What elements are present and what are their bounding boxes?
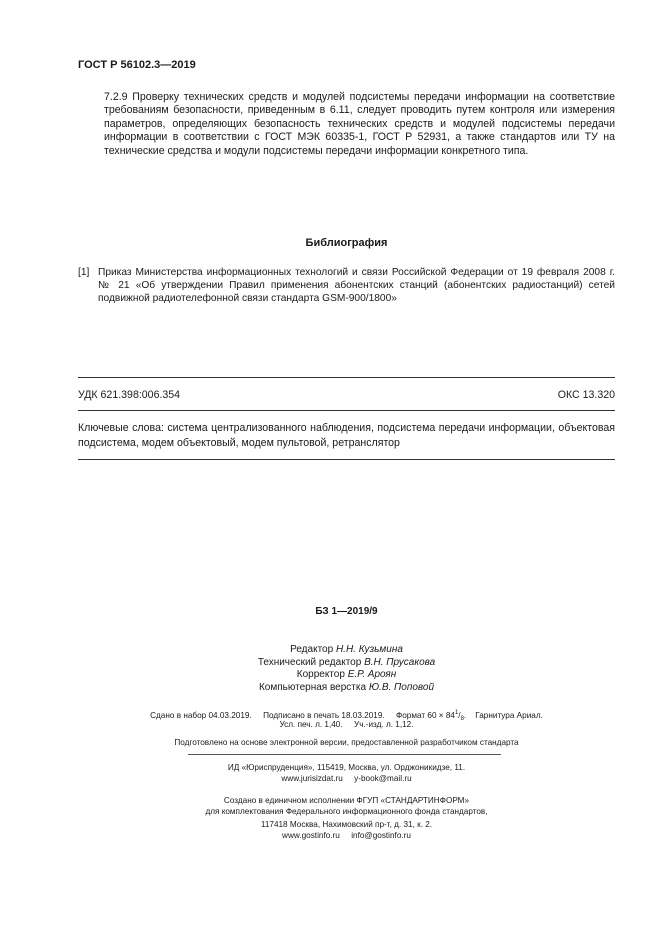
format-subscript: 8 <box>460 716 464 722</box>
bz-number: БЗ 1—2019/9 <box>315 606 378 617</box>
editor-line <box>78 669 615 682</box>
page-header-standard-number: ГОСТ Р 56102.3—2019 <box>78 59 196 71</box>
divider-middle <box>78 410 615 411</box>
publisher-line2: www.jurisizdat.ru y-book@mail.ru <box>281 774 412 783</box>
created-line4: www.gostinfo.ru info@gostinfo.ru <box>282 831 411 840</box>
editor-role: Компьютерная верстка <box>258 681 367 693</box>
divider-bottom <box>78 459 615 460</box>
bibliography-item-text: Приказ Министерства информационных технологий и связи Российской Федерации от 19 февраля 2008 г. № 21 «Об утверждении Правил применения абонентских станций (абонентских радиостанций) сетей подвижной радиотелефонной связи стандарта GSM-900/1800» <box>98 267 615 304</box>
publisher-line1: ИД «Юриспруденция», 115419, Москва, ул. Орджоникидзе, 11. <box>227 763 466 772</box>
bibliography-title: Библиография <box>305 237 388 249</box>
imprint-divider <box>188 754 501 755</box>
editor-name: Е.Р. Ароян <box>347 669 397 680</box>
divider-top <box>78 377 615 378</box>
editors-block <box>78 644 615 694</box>
editor-name: Н.Н. Кузьмина <box>335 644 403 655</box>
created-line2: для комплектования Федерального информационного фонда стандартов, <box>205 807 488 816</box>
editor-role: Корректор <box>296 669 345 680</box>
editor-line <box>78 644 615 657</box>
created-line3: 117418 Москва, Нахимовский пр-т, д. 31, к. 2. <box>260 820 433 829</box>
udk-code: УДК 621.398:006.354 <box>78 389 181 401</box>
bibliography-item-number: [1] <box>78 267 90 278</box>
format-superscript: 1 <box>454 710 459 716</box>
editor-name: В.Н. Прусакова <box>364 656 436 668</box>
editor-name: Ю.В. Поповой <box>368 681 435 693</box>
created-line1: Создано в единичном исполнении ФГУП «СТАНДАРТИНФОРМ» <box>223 796 470 805</box>
editor-line <box>78 657 615 670</box>
print-details-line1: Сдано в набор 04.03.2019. Подписано в печать 18.03.2019. Формат $60 \times 84^1/_8$. Гарнитура Ариал. <box>150 710 543 722</box>
oks-code: ОКС 13.320 <box>557 389 615 401</box>
clause-paragraph <box>78 91 615 158</box>
editor-role: Редактор <box>290 644 334 655</box>
prepared-note: Подготовлено на основе электронной версии, предоставленной разработчиком стандарта <box>174 738 519 747</box>
print-details-typeface: . Гарнитура Ариал. <box>463 711 543 720</box>
print-details-line2: Усл. печ. л. 1,40. Уч.-изд. л. 1,12. <box>279 720 414 729</box>
keywords: Ключевые слова: система централизованного наблюдения, подсистема передачи информации, объектовая подсистема, модем объектовый, модем пультовой, ретранслятор <box>78 422 615 449</box>
editor-line <box>78 682 615 695</box>
print-details-text: Сдано в набор 04.03.2019. Подписано в печать 18.03.2019. Формат 60 × 84 <box>150 711 455 720</box>
clause-text: 7.2.9 Проверку технических средств и модулей подсистемы передачи информации на соответствие требованиям безопасности, приведенным в 6.11, следует проводить путем контроля или измерения параметров, определяющих безопасность технических средств и модулей подсистемы передачи информации в соответствии с ГОСТ МЭК 60335-1, ГОСТ Р 52931, а также стандартов или ТУ на технические средства и модули подсистемы передачи информации конкретного типа. <box>104 91 615 157</box>
editor-role: Технический редактор <box>257 656 362 668</box>
bibliography-item <box>78 266 615 305</box>
